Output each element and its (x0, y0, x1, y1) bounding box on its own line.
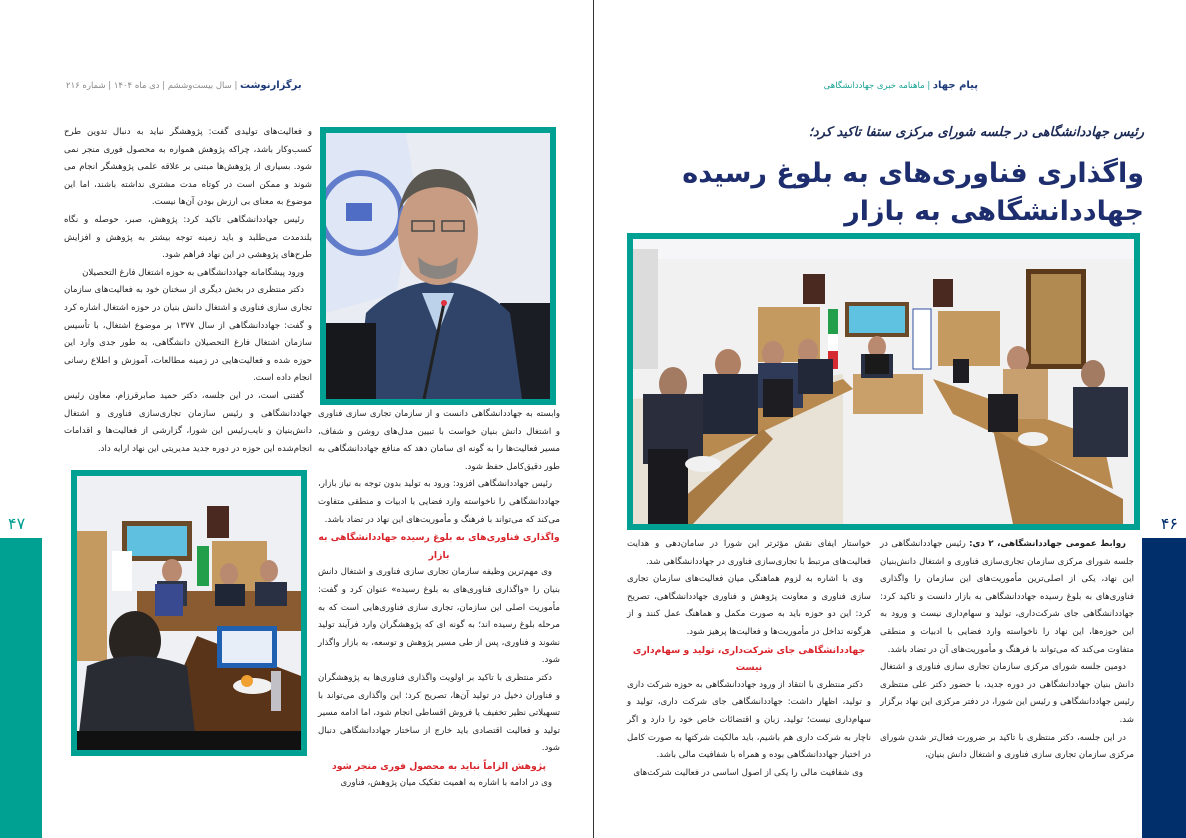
meeting-photo-left (71, 470, 307, 756)
subheading: جهاددانشگاهی جای شرکت‌داری، تولید و سهام‌داری نیست (632, 644, 866, 674)
article-kicker: رئیس جهاددانشگاهی در جلسه شورای مرکزی ستفا تاکید کرد؛ (808, 125, 1144, 140)
article-title (682, 155, 1144, 231)
paragraph: رئیس جهاددانشگاهی افزود: ورود به تولید بدون توجه به نیاز بازار، جهاددانشگاهی را ناخواسته وارد فضایی با ادبیات و منطقی متفاوت می‌کند که می‌تواند با فرهنگ و مأموریت‌های این نهاد در تضاد باشد. (318, 479, 560, 525)
page-number: ۴۷ (8, 514, 26, 533)
left-text-column-b (318, 406, 560, 793)
paragraph: دومین جلسه شورای مرکزی سازمان تجاری سازی فناوری و اشتغال دانش بنیان جهاددانشگاهی در دوره جدید، با حضور دکتر علی منتظری رئیس جهاددانشگاهی و رئیس این شورا، در دفتر مرکزی این نهاد برگزار شد. (880, 662, 1134, 725)
dateline: روابط عمومی جهاددانشگاهی، ۲ دی: (969, 539, 1126, 549)
paragraph (880, 536, 1134, 659)
portrait-image (326, 133, 550, 399)
paragraph: وی مهم‌ترین وظیفه سازمان تجاری سازی فناوری و اشتغال دانش بنیان را «واگذاری فناوری‌های به بلوغ رسیده» عنوان کرد و گفت: مأموریت اصلی این سازمان، تجاری سازی فناوری‌هایی است که به مرحله بلوغ رسیده اند؛ به گونه ای که پژوهشگران وارد فرآیند تولید نشوند و فناوری، پس از طی مسیر پژوهش و توسعه، به بازار واگذار شود. (318, 567, 560, 666)
title-line: جهاددانشگاهی به بازار (844, 196, 1144, 227)
meeting-image (77, 476, 301, 750)
paragraph: خواستار ایفای نقش مؤثرتر این شورا در سامان‌دهی و هدایت فعالیت‌های مرتبط با تجاری‌سازی فناوری در جهاددانشگاهی شد. (627, 539, 871, 567)
paragraph: وی شفافیت مالی را یکی از اصول اساسی در فعالیت شرکت‌های (633, 767, 863, 778)
page-edge-tab (0, 538, 42, 838)
subheading: پژوهش الزاماً نباید به محصول فوری منجر شود (331, 760, 547, 772)
meeting-image (633, 239, 1134, 524)
section-name: برگزارنوشت (240, 80, 302, 91)
paragraph: گفتنی است، در این جلسه، دکتر حمید صابرقرزام، معاون رئیس جهاددانشگاهی و رئیس سازمان تجاری‌سازی فناوری و اشتغال دانش‌بنیان و نایب‌رئیس این شورا، گزارشی از فعالیت‌ها و اقدامات انجام‌شده این حوزه در دوره جدید مدیریتی این نهاد ارایه داد. (64, 390, 312, 454)
paragraph: وابسته به جهاددانشگاهی دانست و از سازمان تجاری سازی فناوری و اشتغال دانش بنیان خواست با تبیین مدل‌های روشن و شفاف، مسیر فعالیت‌ها را به گونه ای سامان دهد که منافع جهاددانشگاهی به طور دقیق‌کامل حفظ شود. (318, 409, 560, 472)
paragraph: در این جلسه، دکتر منتظری با تاکید بر ضرورت فعال‌تر شدن شورای مرکزی سازمان تجاری سازی فناوری و اشتغال دانش بنیان، (880, 732, 1134, 761)
subheading: واگذاری فناوری‌های به بلوغ رسیده جهاددانشگاهی به بازار (318, 532, 560, 561)
right-page (594, 0, 1186, 838)
portrait-photo (320, 127, 556, 405)
meeting-photo-main (627, 233, 1140, 530)
right-page-header (824, 80, 978, 91)
left-text-column-a (64, 124, 312, 458)
paragraph: دکتر منتظری با تاکید بر اولویت واگذاری فناوری‌ها به پژوهشگران و فناوران دخیل در تولید آن‌ها، تصریح کرد: این واگذاری می‌تواند با تسهیلاتی نظیر تخفیف یا فروش اقساطی انجام شود، اما ادامه مسیر تولید و فعالیت اقتصادی باید خارج از ساختار جهاددانشگاهی دنبال شود. (318, 672, 560, 754)
paragraph: ورود پیشگامانه جهاددانشگاهی به حوزه اشتغال فارغ التحصیلان (82, 267, 304, 278)
issue-info: | سال بیست‌وششم | دی ماه ۱۴۰۴ | شماره ۲۱۶ (66, 81, 241, 91)
title-line: واگذاری فناوری‌های به بلوغ رسیده (682, 158, 1144, 189)
paragraph: دکتر منتظری در بخش دیگری از سخنان خود به فعالیت‌های سازمان تجاری سازی فناوری و اشتغال دانش بنیان در حوزه اشتغال اشاره کرد و گفت: جهاددانشگاهی از سال ۱۳۷۷ بر موضوع اشتغال، با تأسیس سازمان اشتغال فارغ التحصیلان دانشگاهی، به طور جدی وارد این حوزه شده و فعالیت‌هایی در زمینه مطالعات، آموزش و اطلاع رسانی انجام داده است. (64, 285, 313, 384)
publication-subtitle: | ماهنامه خبری جهاددانشگاهی (823, 81, 933, 91)
paragraph: رئیس جهاددانشگاهی تاکید کرد: پژوهش، صبر، حوصله و نگاه بلندمدت می‌طلبد و باید زمینه توجه بیشتر به پژوهش و افزایش طرح‌های پژوهشی در این نهاد فراهم شود. (64, 214, 312, 261)
paragraph: وی با اشاره به لزوم هماهنگی میان فعالیت‌های سازمان تجاری سازی فناوری و معاونت پژوهش و فناوری جهاددانشگاهی، تصریح کرد: این دو حوزه باید به صورت مکمل و هماهنگ عمل کنند و از هرگونه تداخل در مأموریت‌ها و فعالیت‌ها پرهیز شود. (627, 574, 871, 637)
paragraph: وی در ادامه با اشاره به اهمیت تفکیک میان پژوهش، فناوری (340, 778, 552, 789)
paragraph: و فعالیت‌های تولیدی گفت: پژوهشگر نباید به دنبال تدوین طرح کسب‌وکار باشد، چراکه پژوهش همواره به محصول فوری منجر نمی شود. بسیاری از پژوهش‌ها مبتنی بر علاقه علمی پژوهشگر انجام می شوند و ممکن است در کوتاه مدت مشتری نداشته باشند، اما این موضوع به معنای بی ارزش بودن آن‌ها نیست. (64, 127, 312, 208)
paragraph: دکتر منتظری با انتقاد از ورود جهاددانشگاهی به حوزه شرکت داری و تولید، اظهار داشت: جهاددانشگاهی جای شرکت داری، تولید و سهام‌داری نیست؛ تولید، زبان و اقتضائات خاص خود را دارد و اگر ناچار به شرکت داری هم باشیم، باید مالکیت شرکتها به صورت کامل در اختیار جهاددانشگاهی بوده و همراه با شفافیت مالی باشد. (627, 679, 871, 761)
right-text-column-a (880, 536, 1134, 765)
page-number: ۴۶ (1160, 514, 1178, 533)
page-edge-tab (1142, 538, 1186, 838)
lead-text: رئیس جهاددانشگاهی در جلسه شورای مرکزی سازمان تجاری‌سازی فناوری و اشتغال دانش‌بنیان این نهاد، یکی از اصلی‌ترین مأموریت‌های این سازمان را واگذاری فناوری‌های به بلوغ رسیده جهاددانشگاهی به بازار دانست و تاکید کرد: جهاددانشگاهی جای شرکت‌داری، تولید و سهام‌داری نیست و ورود به این حوزه‌ها، این نهاد را ناخواسته وارد فضایی با ادبیات و منطقی متفاوت می‌کند که می‌تواند با فرهنگ و مأموریت‌های آن در تضاد باشد. (880, 539, 1134, 655)
publication-name: پیام جهاد (932, 80, 978, 91)
right-text-column-b (627, 536, 871, 782)
left-page-header (66, 80, 302, 91)
